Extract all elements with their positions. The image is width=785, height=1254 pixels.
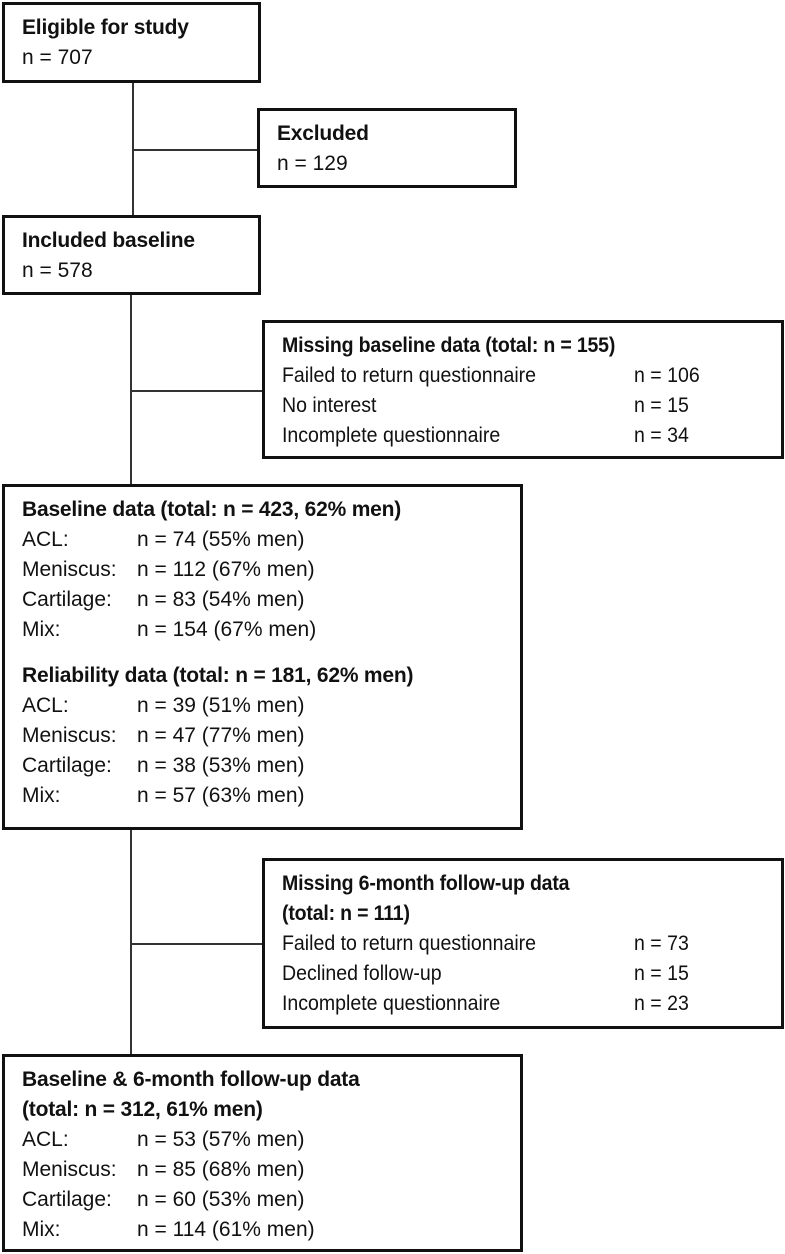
connector-to-missing-baseline <box>131 390 264 392</box>
baseline-row: ACL: n = 74 (55% men) <box>22 528 305 551</box>
missing-baseline-row: Failed to return questionnaire n = 106 <box>282 364 700 387</box>
baseline-row: Mix: n = 154 (67% men) <box>22 618 317 641</box>
connector-to-missing-followup <box>131 943 264 945</box>
missing-followup-box <box>262 858 784 1029</box>
missing-followup-total: (total: n = 111) <box>282 902 410 925</box>
included-baseline-box <box>2 215 261 295</box>
excluded-count: n = 129 <box>277 152 348 175</box>
missing-followup-row: Declined follow-up n = 15 <box>282 962 689 985</box>
followup-row: ACL: n = 53 (57% men) <box>22 1128 305 1151</box>
baseline-row: Meniscus: n = 112 (67% men) <box>22 558 315 581</box>
followup-data-box <box>2 1054 523 1252</box>
baseline-data-title: Baseline data (total: n = 423, 62% men) <box>22 498 402 521</box>
missing-followup-row: Incomplete questionnaire n = 23 <box>282 992 689 1015</box>
missing-baseline-box <box>262 320 784 459</box>
missing-followup-row: Failed to return questionnaire n = 73 <box>282 932 689 955</box>
missing-baseline-row: Incomplete questionnaire n = 34 <box>282 424 689 447</box>
eligible-box <box>2 2 261 83</box>
followup-data-title: Baseline & 6-month follow-up data <box>22 1068 360 1091</box>
reliability-row: Meniscus: n = 47 (77% men) <box>22 724 305 747</box>
baseline-data-box <box>2 484 523 830</box>
reliability-data-title: Reliability data (total: n = 181, 62% men) <box>22 664 414 687</box>
connector-to-excluded <box>133 149 259 151</box>
included-count: n = 578 <box>22 259 93 282</box>
followup-data-total: (total: n = 312, 61% men) <box>22 1098 263 1121</box>
followup-row: Cartilage: n = 60 (53% men) <box>22 1188 305 1211</box>
connector-main-3 <box>130 829 132 1055</box>
reliability-row: ACL: n = 39 (51% men) <box>22 694 305 717</box>
eligible-count: n = 707 <box>22 46 93 69</box>
excluded-title: Excluded <box>277 122 369 145</box>
reliability-row: Mix: n = 57 (63% men) <box>22 784 305 807</box>
included-title: Included baseline <box>22 229 195 252</box>
excluded-box <box>257 108 517 188</box>
baseline-row: Cartilage: n = 83 (54% men) <box>22 588 305 611</box>
missing-followup-title: Missing 6-month follow-up data <box>282 872 570 895</box>
followup-row: Mix: n = 114 (61% men) <box>22 1218 315 1241</box>
missing-baseline-row: No interest n = 15 <box>282 394 689 417</box>
reliability-row: Cartilage: n = 38 (53% men) <box>22 754 305 777</box>
followup-row: Meniscus: n = 85 (68% men) <box>22 1158 305 1181</box>
missing-baseline-title: Missing baseline data (total: n = 155) <box>282 334 616 357</box>
eligible-title: Eligible for study <box>22 16 189 39</box>
